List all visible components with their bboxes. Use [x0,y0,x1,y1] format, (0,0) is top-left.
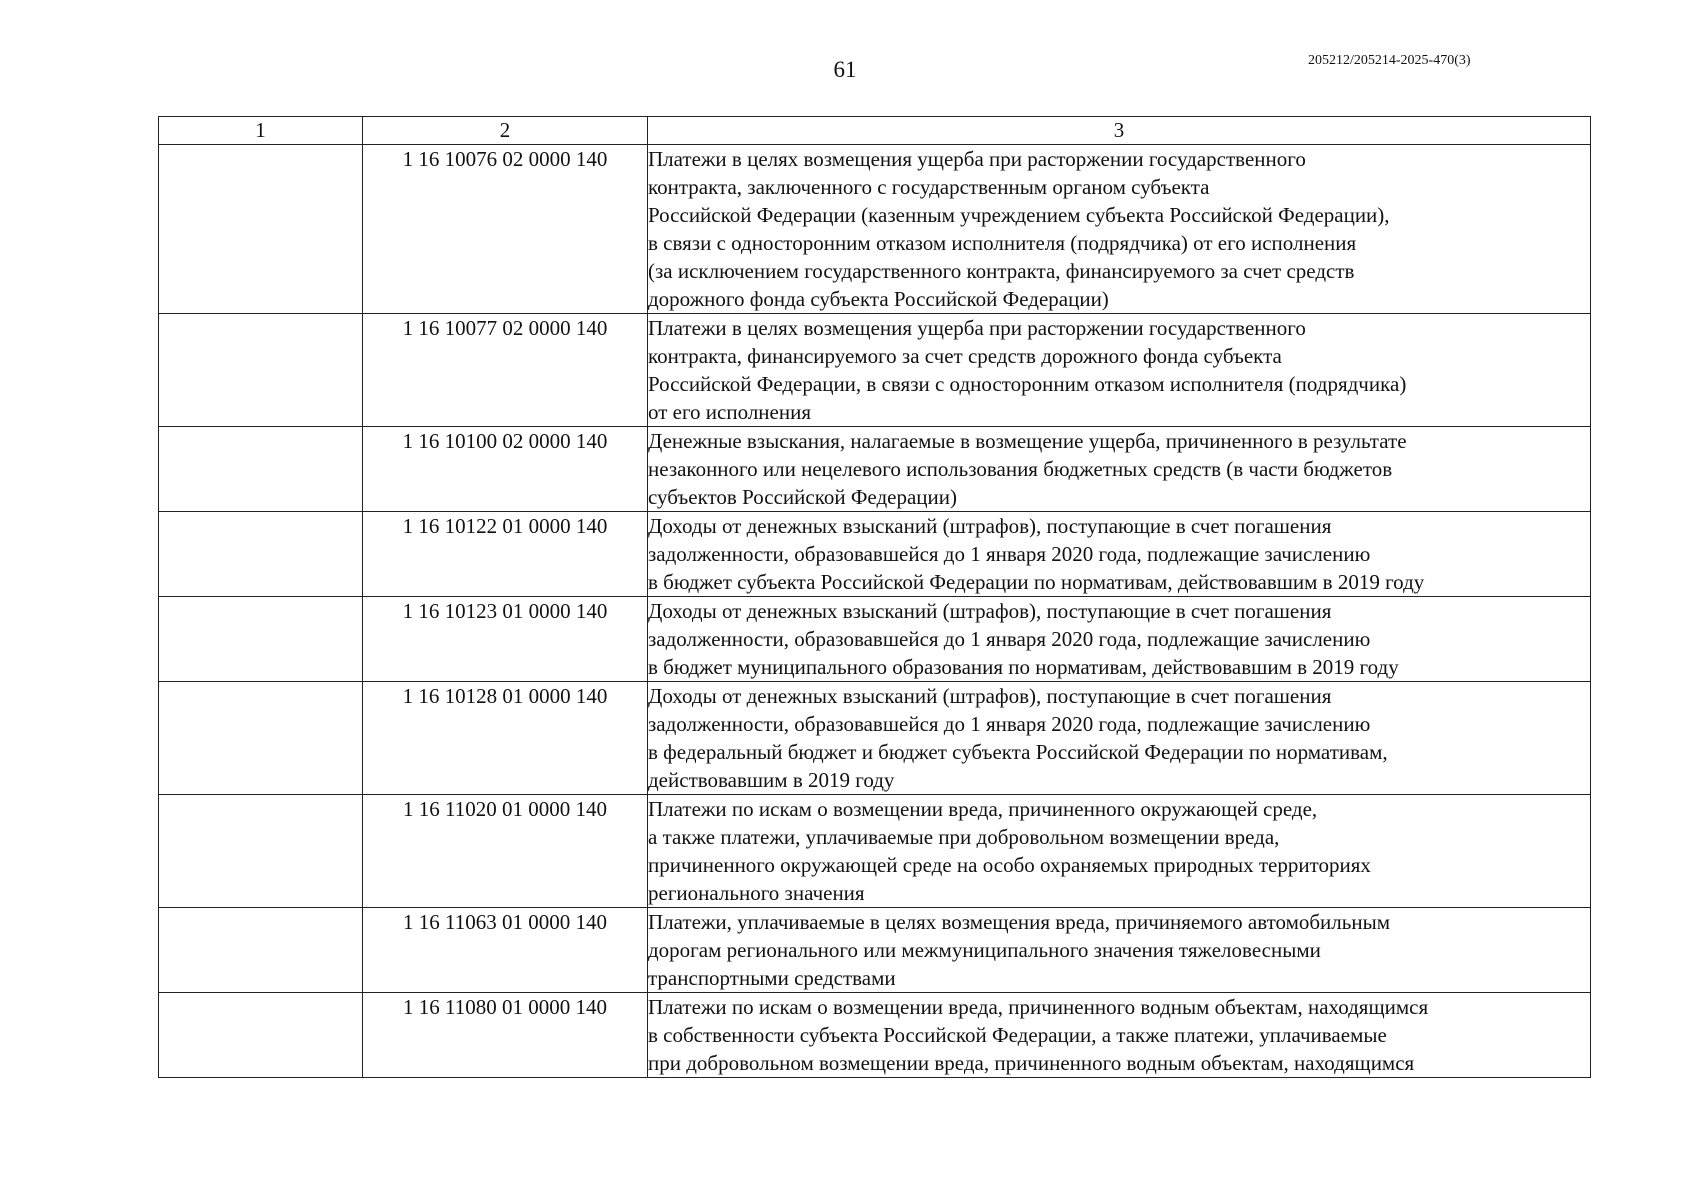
revenue-description-cell [648,908,1591,993]
column-header-2: 2 [363,117,648,145]
table-row [159,145,1591,314]
administrator-code-cell [159,682,363,795]
description-line: Доходы от денежных взысканий (штрафов), поступающие в счет погашения [648,684,1332,708]
table-row [159,427,1591,512]
description-line: Платежи в целях возмещения ущерба при расторжении государственного [648,316,1306,340]
table-row [159,908,1591,993]
administrator-code-cell [159,597,363,682]
description-line: Платежи по искам о возмещении вреда, причиненного окружающей среде, [648,797,1318,821]
description-line: Российской Федерации (казенным учреждением субъекта Российской Федерации), [648,203,1390,227]
revenue-code-cell: 1 16 10122 01 0000 140 [363,512,648,597]
description-line: в собственности субъекта Российской Федерации, а также платежи, уплачиваемые [648,1023,1387,1047]
table-header-row [159,117,1591,145]
revenue-description-cell [648,512,1591,597]
description-line: а также платежи, уплачиваемые при добровольном возмещении вреда, [648,825,1280,849]
revenue-description-cell [648,145,1591,314]
column-header-3: 3 [648,117,1591,145]
revenue-code-cell: 1 16 11080 01 0000 140 [363,993,648,1078]
revenue-description-cell [648,993,1591,1078]
description-line: в бюджет муниципального образования по нормативам, действовавшим в 2019 году [648,655,1399,679]
description-line: задолженности, образовавшейся до 1 января 2020 года, подлежащие зачислению [648,627,1371,651]
revenue-description-cell [648,597,1591,682]
administrator-code-cell [159,795,363,908]
description-line: регионального значения [648,881,865,905]
table-row [159,314,1591,427]
revenue-description-cell [648,795,1591,908]
page-number: 61 [833,57,857,82]
revenue-description-cell [648,314,1591,427]
table-row [159,597,1591,682]
description-line: действовавшим в 2019 году [648,768,895,792]
description-line: контракта, финансируемого за счет средств дорожного фонда субъекта [648,344,1282,368]
description-line: Денежные взыскания, налагаемые в возмещение ущерба, причиненного в результате [648,429,1407,453]
description-line: транспортными средствами [648,966,896,990]
description-line: Платежи в целях возмещения ущерба при расторжении государственного [648,147,1306,171]
revenue-code-cell: 1 16 10128 01 0000 140 [363,682,648,795]
description-line: дорогам регионального или межмуниципального значения тяжеловесными [648,938,1321,962]
table-row [159,512,1591,597]
description-line: Платежи по искам о возмещении вреда, причиненного водным объектам, находящимся [648,995,1429,1019]
revenue-codes-table [158,116,1591,1078]
description-line: незаконного или нецелевого использования бюджетных средств (в части бюджетов [648,457,1393,481]
description-line: причиненного окружающей среде на особо охраняемых природных территориях [648,853,1371,877]
description-line: (за исключением государственного контракта, финансируемого за счет средств [648,259,1355,283]
table-row [159,682,1591,795]
document-id: 205212/205214-2025-470(3) [1308,53,1471,68]
revenue-description-cell [648,427,1591,512]
description-line: при добровольном возмещении вреда, причиненного водным объектам, находящимся [648,1051,1415,1075]
description-line: Российской Федерации, в связи с односторонним отказом исполнителя (подрядчика) [648,372,1407,396]
revenue-code-cell: 1 16 10077 02 0000 140 [363,314,648,427]
administrator-code-cell [159,145,363,314]
administrator-code-cell [159,512,363,597]
table-row [159,993,1591,1078]
description-line: задолженности, образовавшейся до 1 января 2020 года, подлежащие зачислению [648,712,1371,736]
revenue-code-cell: 1 16 11020 01 0000 140 [363,795,648,908]
revenue-code-cell: 1 16 11063 01 0000 140 [363,908,648,993]
revenue-code-cell: 1 16 10100 02 0000 140 [363,427,648,512]
description-line: в бюджет субъекта Российской Федерации по нормативам, действовавшим в 2019 году [648,570,1425,594]
description-line: Платежи, уплачиваемые в целях возмещения вреда, причиняемого автомобильным [648,910,1390,934]
administrator-code-cell [159,908,363,993]
table-row [159,795,1591,908]
revenue-description-cell [648,682,1591,795]
table-body [159,145,1591,1078]
description-line: Доходы от денежных взысканий (штрафов), поступающие в счет погашения [648,599,1332,623]
description-line: дорожного фонда субъекта Российской Федерации) [648,287,1109,311]
description-line: в связи с односторонним отказом исполнителя (подрядчика) от его исполнения [648,231,1357,255]
description-line: контракта, заключенного с государственным органом субъекта [648,175,1210,199]
description-line: субъектов Российской Федерации) [648,485,958,509]
description-line: от его исполнения [648,400,812,424]
description-line: задолженности, образовавшейся до 1 января 2020 года, подлежащие зачислению [648,542,1371,566]
revenue-code-cell: 1 16 10123 01 0000 140 [363,597,648,682]
administrator-code-cell [159,427,363,512]
revenue-code-cell: 1 16 10076 02 0000 140 [363,145,648,314]
description-line: Доходы от денежных взысканий (штрафов), поступающие в счет погашения [648,514,1332,538]
administrator-code-cell [159,314,363,427]
column-header-1: 1 [159,117,363,145]
administrator-code-cell [159,993,363,1078]
description-line: в федеральный бюджет и бюджет субъекта Российской Федерации по нормативам, [648,740,1388,764]
